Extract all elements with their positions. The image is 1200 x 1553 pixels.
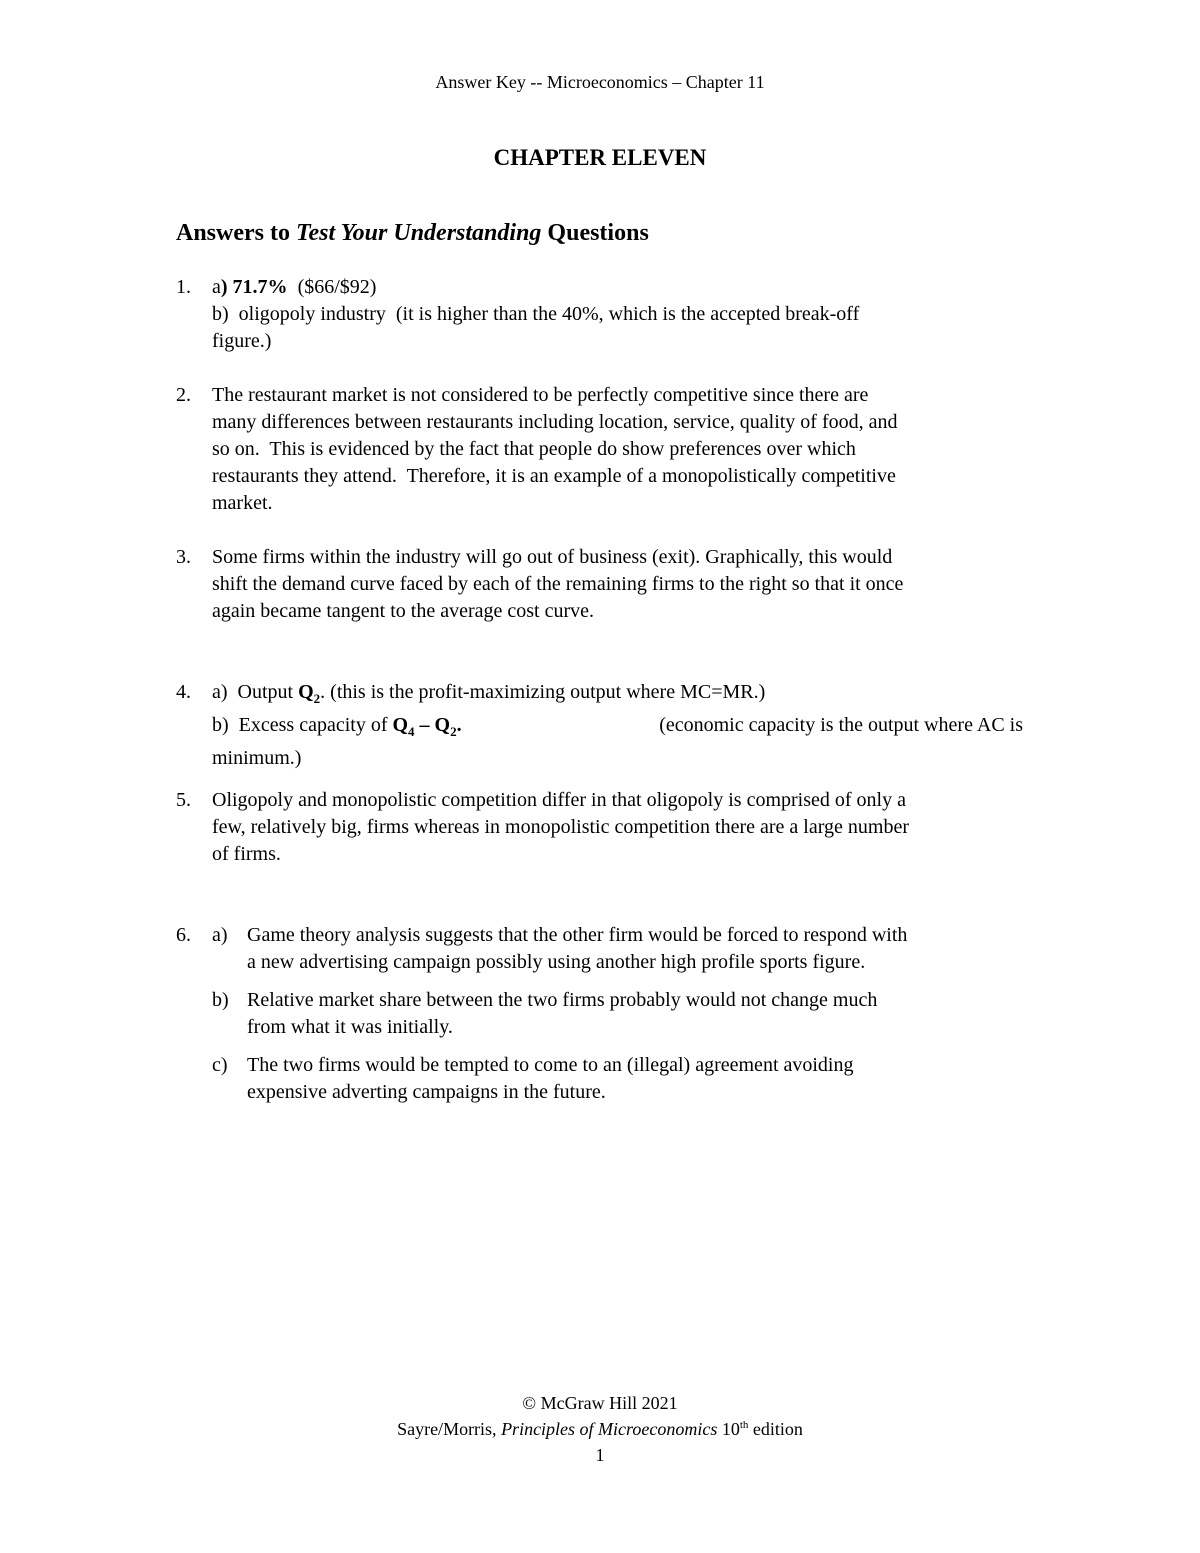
text-line: expensive adverting campaigns in the future. — [247, 1081, 606, 1103]
text-line: of firms. — [212, 843, 281, 865]
part-label: b) — [212, 989, 229, 1011]
text-line: restaurants they attend. Therefore, it is an example of a monopolistically competitive — [212, 465, 896, 487]
answer-4-part-a: a) Output $Q_2$. (this is the profit-maximizing output where MC=MR.) — [212, 681, 766, 706]
answer-number: 5. — [176, 789, 191, 811]
text-line: The restaurant market is not considered to be perfectly competitive since there are — [212, 384, 869, 406]
answer-1-part-b-cont: figure.) — [212, 330, 272, 352]
citation-line: Sayre/Morris, Principles of Microeconomics 10th edition — [397, 1419, 803, 1439]
answer-6-part-a — [212, 922, 1026, 976]
answer-number: 1. — [176, 276, 191, 298]
section-heading-prefix: Answers to — [176, 220, 296, 246]
answer-4-part-b — [212, 712, 1023, 745]
answer-6-part-b — [212, 987, 1026, 1041]
answer-1-part-a: a) 71.7% ($66/$92) — [212, 276, 377, 298]
part-label: a) — [212, 924, 228, 946]
answer-number: 2. — [176, 384, 191, 406]
text-line: a new advertising campaign possibly using another high profile sports figure. — [247, 951, 866, 973]
text-line: shift the demand curve faced by each of the remaining firms to the right so that it once — [212, 573, 904, 595]
answer-3-text — [212, 544, 1026, 625]
text-line: many differences between restaurants including location, service, quality of food, and — [212, 411, 898, 433]
text-line: Oligopoly and monopolistic competition differ in that oligopoly is comprised of only a — [212, 789, 906, 811]
running-header: Answer Key -- Microeconomics – Chapter 11 — [435, 72, 765, 92]
page-footer — [0, 1390, 1200, 1468]
answer-number: 3. — [176, 546, 191, 568]
text-line: The two firms would be tempted to come to an (illegal) agreement avoiding — [247, 1054, 854, 1076]
answer-number: 4. — [176, 681, 191, 703]
part-label: c) — [212, 1054, 228, 1076]
answer-6-part-c — [212, 1052, 1026, 1106]
answer-1-part-b: b) oligopoly industry (it is higher than the 40%, which is the accepted break-off — [212, 303, 860, 325]
text-segment: b) Excess capacity of $Q_4 - Q_2$. — [212, 714, 462, 739]
text-line: again became tangent to the average cost curve. — [212, 600, 595, 622]
text-line: so on. This is evidenced by the fact that people do show preferences over which — [212, 438, 856, 460]
section-heading-italic: Test Your Understanding — [296, 220, 542, 246]
text-line: few, relatively big, firms whereas in monopolistic competition there are a large number — [212, 816, 909, 838]
text-line: Relative market share between the two firms probably would not change much — [247, 989, 878, 1011]
answer-number: 6. — [176, 924, 191, 946]
book-title: Principles of Microeconomics — [501, 1419, 718, 1439]
text-segment: (economic capacity is the output where AC is — [649, 714, 1023, 736]
page-number: 1 — [595, 1445, 605, 1465]
text-line: from what it was initially. — [247, 1016, 453, 1038]
answer-2-text — [212, 382, 1026, 517]
answer-5-text — [212, 787, 1026, 868]
section-heading — [176, 220, 649, 247]
text-line: Some firms within the industry will go out of business (exit). Graphically, this would — [212, 546, 893, 568]
text-line: market. — [212, 492, 273, 514]
copyright-line: © McGraw Hill 2021 — [522, 1393, 678, 1413]
answer-4-part-b-cont: minimum.) — [212, 747, 302, 769]
section-heading-suffix: Questions — [541, 220, 649, 246]
text-line: Game theory analysis suggests that the other firm would be forced to respond with — [247, 924, 908, 946]
chapter-title: CHAPTER ELEVEN — [493, 145, 707, 170]
